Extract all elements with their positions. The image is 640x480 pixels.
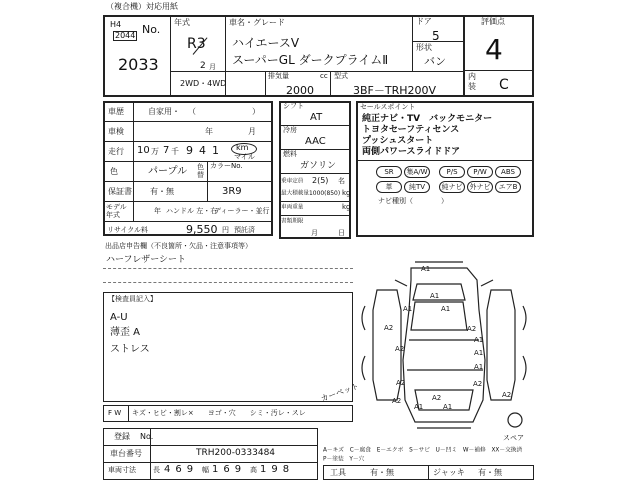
shift-label: シフト — [283, 102, 304, 110]
option-navi: 純ナビ — [439, 181, 465, 193]
weight-unit: kg — [342, 203, 351, 211]
option-pw: P/W — [467, 166, 493, 178]
papers-month: 月 — [311, 229, 318, 237]
lot-no-label: No. — [142, 23, 161, 36]
registration-no: No. — [140, 432, 154, 441]
jack-value: 有・無 — [478, 468, 502, 477]
color-code: 3R9 — [222, 186, 242, 197]
lot-number: 2033 — [118, 55, 159, 74]
doors-label: ドア — [416, 17, 432, 26]
damage-mark: A2 — [392, 397, 402, 405]
interior-label: 内 装 — [468, 72, 476, 91]
color-label: 色 — [110, 167, 118, 176]
damage-mark: A2 — [467, 325, 477, 333]
selling-point-2: トヨタセーフティセンス — [362, 125, 460, 135]
misc-year: 年 — [154, 207, 161, 215]
disp-value: 2000 — [286, 84, 314, 97]
score-value: 4 — [485, 33, 503, 66]
chassis-label: 車台番号 — [110, 449, 142, 458]
inspection-year: 年 — [205, 127, 213, 136]
color-changed: 色 替 — [197, 163, 204, 179]
selling-point-4: 両側パワースライドドア — [362, 147, 461, 157]
weight-label: 車両重量 — [281, 203, 304, 211]
damage-mark: A1 — [403, 305, 413, 313]
inspection-month: 月 — [248, 127, 256, 136]
drive-text: 2WD・4WD — [180, 79, 227, 88]
dims-height: 198 — [260, 464, 295, 475]
inspector-line-2: 薄歪 A — [110, 327, 141, 338]
load-unit: kg — [342, 189, 351, 197]
inspection-label: 車検 — [108, 127, 124, 136]
damage-mark: A1 — [441, 305, 451, 313]
mileage-u2: 千 — [171, 147, 179, 156]
option-ext-navi: 外ナビ — [467, 181, 493, 193]
fw-label: F W — [108, 409, 122, 417]
selling-points-label: セールスポイント — [360, 103, 416, 111]
option-abs: ABS — [495, 166, 521, 178]
year-month-unit: 月 — [209, 63, 216, 71]
shape-value: バン — [424, 55, 446, 68]
registration-label: 登録 — [114, 432, 130, 441]
model-label: 車名・グレード — [229, 18, 285, 27]
misc-handle: ハンドル 左・右 — [166, 207, 218, 215]
legend-line-1: A－キズ C－腐食 E－エクボ S－サビ U－凹ミ W－補修 XX－交換済 — [323, 446, 523, 454]
damage-mark: A1 — [474, 336, 484, 344]
jack-label: ジャッキ — [433, 468, 465, 477]
fw-hand: カーペット — [319, 381, 361, 404]
option-tv: 純TV — [404, 181, 430, 193]
mileage-unit: km — [236, 143, 249, 152]
option-alloy: 集A/W — [404, 166, 430, 178]
car-history-value: 自家用・ — [148, 107, 180, 116]
recycle-label: リサイクル料 — [107, 226, 149, 234]
fuel-label: 燃料 — [283, 150, 297, 158]
color-code-label: カラーNo. — [210, 162, 243, 170]
chassis-value: TRH200-0333484 — [196, 448, 276, 458]
type-value: 3BF－TRH200V — [353, 84, 437, 97]
mileage-u1: 万 — [151, 147, 159, 156]
damage-mark: A1 — [474, 349, 484, 357]
damage-mark: A2 — [432, 394, 442, 402]
lot-hand-small: H4 — [110, 20, 122, 29]
car-diagram — [355, 250, 535, 440]
dims-length: 469 — [164, 464, 199, 475]
score-label: 評価点 — [481, 17, 505, 26]
dims-height-unit: 高 — [250, 466, 257, 474]
recycle-unit: 円 — [222, 226, 229, 234]
spare-label: スペア — [503, 434, 524, 442]
damage-mark: A2 — [502, 391, 512, 399]
inspector-line-3: ストレス — [110, 344, 150, 355]
fw-text: キズ・ヒビ・割レ× ヨゴ・穴 シミ・汚レ・スレ — [132, 409, 306, 417]
warranty-value: 有・無 — [150, 187, 174, 196]
exhibitor-note-text: ハーフレザーシート — [106, 255, 187, 265]
capacity-value: 2(5) — [312, 176, 329, 185]
tools-label: 工具 — [330, 468, 346, 477]
mileage-label: 走行 — [108, 147, 124, 156]
year-era: R3 — [187, 36, 206, 52]
damage-mark: A1 — [414, 403, 424, 411]
option-ps: P/S — [439, 166, 465, 178]
damage-mark: A2 — [396, 379, 406, 387]
legend-line-2: P－塗装 Y－穴 — [323, 455, 365, 463]
navi-type: ナビ種別（ ） — [378, 197, 448, 205]
disp-unit: cc — [320, 72, 328, 80]
damage-mark: A1 — [443, 403, 453, 411]
inspector-label: 【検査員記入】 — [108, 295, 157, 303]
mileage-digits: 941 — [186, 144, 225, 157]
damage-mark: A1 — [421, 265, 431, 273]
capacity-unit: 名 — [338, 177, 345, 185]
year-label: 年式 — [174, 18, 190, 27]
damage-mark: A2 — [473, 380, 483, 388]
exhibitor-note-label: 出品店申告欄（不良箇所・欠品・注意事項等） — [105, 242, 252, 250]
type-label: 型式 — [334, 72, 348, 80]
year-month: 2 — [200, 61, 206, 71]
papers-day: 日 — [338, 229, 345, 237]
dims-length-unit: 長 — [153, 466, 160, 474]
form-top-note: （複合機）対応用紙 — [106, 2, 178, 11]
option-airbag: エアB — [495, 181, 521, 193]
model-name: ハイエースV — [232, 36, 300, 50]
mileage-d1: 10 — [137, 145, 150, 156]
disp-label: 排気量 — [268, 72, 289, 80]
lot-box-value: 2044 — [115, 31, 136, 40]
papers-label: 書類期限 — [281, 217, 304, 225]
aircon-label: 冷房 — [283, 126, 297, 134]
capacity-label: 乗車定員 — [281, 177, 304, 185]
inspector-line-1: A-U — [110, 312, 128, 323]
recycle-value: 9,550 — [186, 223, 218, 236]
model-grade: スーパーGL ダークプライムⅡ — [232, 53, 389, 67]
model-year-label: モデル 年式 — [106, 203, 127, 219]
mileage-d2: 7 — [163, 145, 170, 156]
load-value: 1000(850) — [309, 189, 341, 197]
option-leather: 革 — [376, 181, 402, 193]
load-label: 最大積載量 — [281, 189, 309, 197]
recycle-note: 預託済 — [234, 226, 255, 234]
shape-label: 形状 — [416, 43, 432, 52]
selling-point-1: 純正ナビ・TV バックモニター — [362, 114, 493, 124]
dims-width: 169 — [212, 464, 247, 475]
misc-dealer: ディーラー・並行 — [214, 207, 270, 215]
warranty-label: 保証書 — [108, 187, 132, 196]
mileage-sub: マイル — [234, 153, 255, 161]
doors-value: 5 — [432, 29, 440, 43]
aircon-value: AAC — [305, 136, 326, 147]
damage-mark: A1 — [474, 363, 484, 371]
dims-label: 車両寸法 — [108, 466, 136, 474]
option-sr: SR — [376, 166, 402, 178]
car-history-label: 車歴 — [108, 107, 124, 116]
fuel-value: ガソリン — [300, 161, 337, 171]
car-history-paren: （ ） — [188, 107, 260, 116]
interior-value: C — [499, 77, 509, 93]
damage-mark: A2 — [384, 324, 394, 332]
selling-point-3: プッシュスタート — [362, 136, 434, 146]
damage-mark: A2 — [395, 345, 405, 353]
color-value: パープル — [148, 166, 188, 177]
tools-value: 有・無 — [370, 468, 394, 477]
damage-mark: A1 — [430, 292, 440, 300]
dims-width-unit: 幅 — [202, 466, 209, 474]
shift-value: AT — [310, 112, 323, 123]
